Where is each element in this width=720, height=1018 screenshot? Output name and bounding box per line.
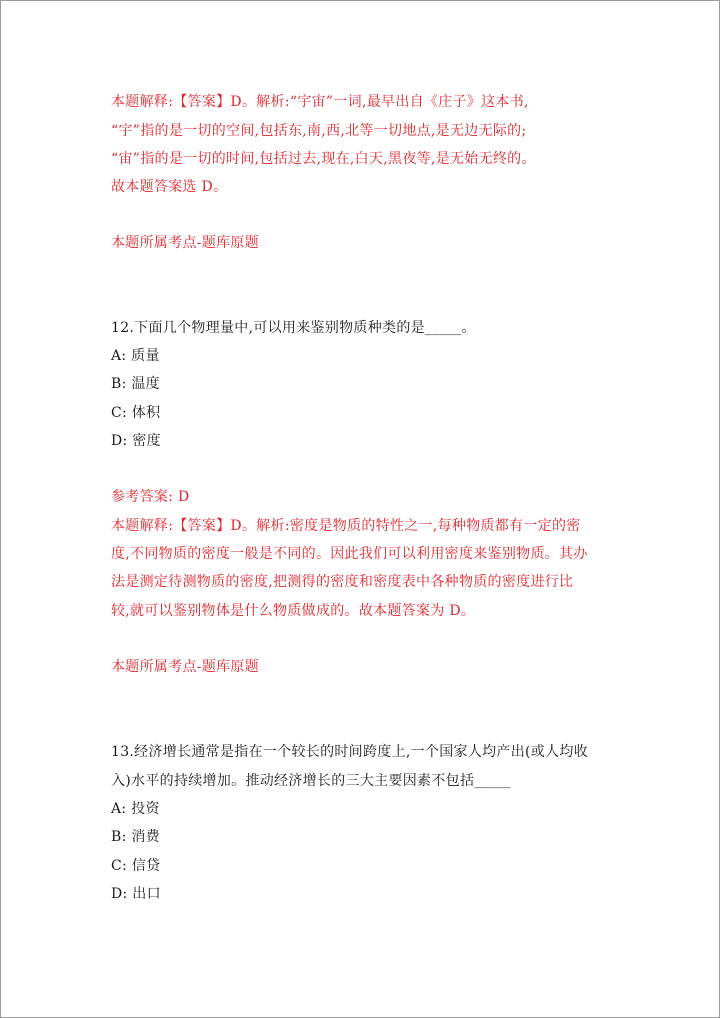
q12-stem: 12.下面几个物理量中,可以用来鉴别物质种类的是_____。 [111, 320, 476, 336]
q13-option-d: D: 出口 [111, 886, 161, 902]
q11-explanation-line-3: “宙”指的是一切的时间,包括过去,现在,白天,黑夜等,是无始无终的。 [111, 151, 536, 167]
q12-option-b: B: 温度 [111, 376, 160, 392]
q12-explanation-line-3: 法是测定待测物质的密度,把测得的密度和密度表中各种物质的密度进行比 [111, 574, 574, 590]
q13-option-c: C: 信贷 [111, 858, 161, 874]
q12-answer: 参考答案: D [111, 489, 190, 505]
q11-source: 本题所属考点-题库原题 [111, 235, 260, 251]
q12-option-c: C: 体积 [111, 405, 161, 421]
q12-explanation-line-2: 度,不同物质的密度一般是不同的。因此我们可以利用密度来鉴别物质。其办 [111, 546, 588, 562]
q11-explanation-line-4: 故本题答案选 D。 [111, 179, 228, 195]
q13-option-a: A: 投资 [111, 801, 160, 817]
q12-explanation-line-4: 较,就可以鉴别物体是什么物质做成的。故本题答案为 D。 [111, 603, 476, 619]
q11-explanation-line-2: “宇”指的是一切的空间,包括东,南,西,北等一切地点,是无边无际的; [111, 123, 527, 139]
q12-explanation-line-1: 本题解释:【答案】D。解析:密度是物质的特性之一,每种物质都有一定的密 [111, 518, 581, 534]
q12-option-a: A: 质量 [111, 348, 160, 364]
q12-option-d: D: 密度 [111, 433, 161, 449]
q11-explanation-line-1: 本题解释:【答案】D。解析:“宇宙”一词,最早出自《庄子》这本书, [111, 94, 529, 110]
q13-option-b: B: 消费 [111, 829, 160, 845]
q13-stem-line-1: 13.经济增长通常是指在一个较长的时间跨度上,一个国家人均产出(或人均收 [111, 744, 588, 760]
q13-stem-line-2: 入)水平的持续增加。推动经济增长的三大主要因素不包括_____ [111, 773, 511, 789]
q12-source: 本题所属考点-题库原题 [111, 659, 260, 675]
